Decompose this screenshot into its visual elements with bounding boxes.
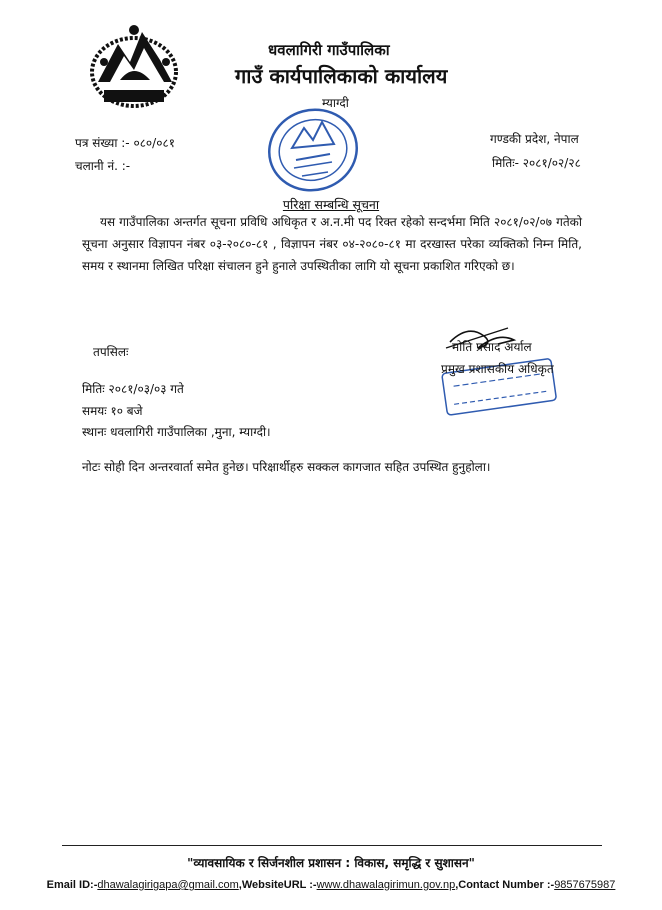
exam-date: मितिः २०८१/०३/०३ गते	[82, 382, 184, 396]
notice-note: नोटः सोही दिन अन्तरवार्ता समेत हुनेछ। परिक्षार्थीहरु सक्कल कागजात सहित उपस्थित हुनुहोला।	[82, 460, 491, 474]
footer-contact: Email ID:-dhawalagirigapa@gmail.com,WebsiteURL :-www.dhawalagirimun.gov.np,Contact Number :-9857675987	[46, 879, 616, 891]
details-heading: तपसिलः	[93, 345, 129, 359]
office-title: गाउँ कार्यपालिकाको कार्यालय	[235, 64, 448, 88]
website-link[interactable]: www.dhawalagirimun.gov.np	[316, 879, 456, 891]
notice-title: परिक्षा सम्बन्धि सूचना	[282, 197, 380, 212]
footer-divider	[62, 845, 602, 846]
district-name: म्याग्दी	[322, 96, 349, 110]
municipality-name: धवलागिरी गाउँपालिका	[268, 41, 390, 59]
letter-number: पत्र संख्या :- ०८०/०८१	[75, 136, 175, 150]
exam-place: स्थानः धवलागिरी गाउँपालिका ,मुना, म्याग्दी।	[82, 425, 271, 439]
signatory-designation: प्रमुख प्रशासकीय अधिकृत	[441, 362, 554, 376]
email-link[interactable]: dhawalagirigapa@gmail.com	[97, 879, 239, 891]
signatory-name: मोति प्रसाद अर्याल	[452, 340, 532, 354]
province-label: गण्डकी प्रदेश, नेपाल	[490, 132, 579, 146]
phone-link[interactable]: 9857675987	[554, 879, 616, 891]
letter-date: मितिः- २०८१/०२/२८	[492, 156, 581, 170]
nepal-emblem	[80, 22, 188, 112]
dispatch-number: चलानी नं. :-	[75, 159, 131, 173]
notice-body: यस गाउँपालिका अन्तर्गत सूचना प्रविधि अधिकृत र अ.न.मी पद रिक्त रहेको सन्दर्भमा मिति २०८१/०२/०७ गतेको सूचना अनुसार विज्ञापन नंबर ०३-२०८०-८१ , विज्ञापन नंबर ०४-२०८०-८१ मा दरखास्त परेका व्यक्तिको निम्न मिति, समय र स्थानमा लिखित परिक्षा संचालन हुने हुनाले उपस्थितीका लागि यो सूचना प्रकाशित गरिएको छ।	[82, 215, 582, 273]
exam-time: समयः १० बजे	[82, 404, 143, 418]
office-stamp	[258, 104, 368, 196]
footer-motto: "व्यावसायिक र सिर्जनशील प्रशासन : विकास, समृद्धि र सुशासन"	[187, 856, 475, 870]
